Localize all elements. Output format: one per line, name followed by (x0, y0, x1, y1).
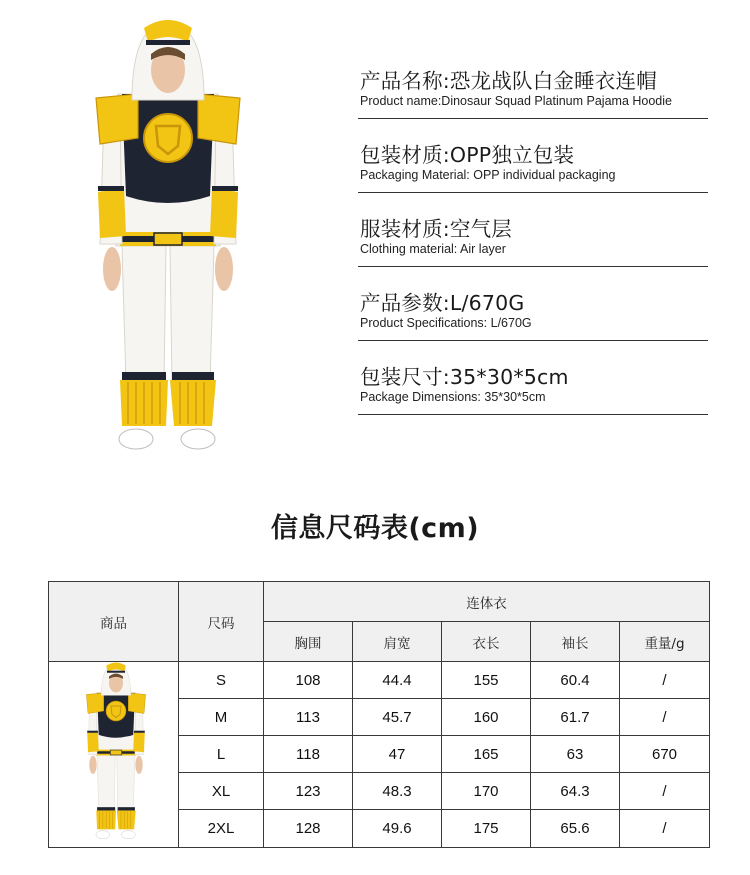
value-cell: 108 (264, 662, 353, 699)
value-cell: 65.6 (531, 810, 620, 848)
header-goods: 商品 (49, 582, 179, 662)
value-cell: 128 (264, 810, 353, 848)
value-cell: 47 (353, 736, 442, 773)
product-thumbnail-icon (76, 660, 156, 845)
spec-item-product-name (358, 60, 710, 134)
value-cell: 64.3 (531, 773, 620, 810)
value-cell: 165 (442, 736, 531, 773)
size-cell: S (179, 662, 264, 699)
value-cell: / (620, 810, 710, 848)
spec-label-en: Package Dimensions: 35*30*5cm (360, 390, 546, 404)
spec-item-material (358, 208, 710, 282)
value-cell: 44.4 (353, 662, 442, 699)
value-cell: 118 (264, 736, 353, 773)
divider (358, 192, 708, 193)
spec-label-en: Product Specifications: L/670G (360, 316, 532, 330)
header-col: 衣长 (442, 622, 531, 662)
value-cell: 48.3 (353, 773, 442, 810)
header-col: 袖长 (531, 622, 620, 662)
spec-label-en: Clothing material: Air layer (360, 242, 506, 256)
size-table-title: 信息尺码表(cm) (270, 513, 480, 544)
size-cell: M (179, 699, 264, 736)
spec-item-packaging (358, 134, 710, 208)
spec-list (358, 60, 710, 430)
product-figure-icon (88, 14, 248, 464)
spec-label-cn: 包装尺寸:35*30*5cm (360, 365, 569, 389)
value-cell: 113 (264, 699, 353, 736)
value-cell: 49.6 (353, 810, 442, 848)
spec-label-cn: 产品参数:L/670G (360, 291, 525, 315)
value-cell: 123 (264, 773, 353, 810)
value-cell: / (620, 699, 710, 736)
divider (358, 118, 708, 119)
value-cell: 60.4 (531, 662, 620, 699)
spec-label-cn: 产品名称:恐龙战队白金睡衣连帽 (360, 69, 657, 93)
header-col: 胸围 (264, 622, 353, 662)
value-cell: 45.7 (353, 699, 442, 736)
value-cell: 155 (442, 662, 531, 699)
spec-label-en: Product name:Dinosaur Squad Platinum Pajama Hoodie (360, 94, 672, 108)
value-cell: 160 (442, 699, 531, 736)
value-cell: / (620, 773, 710, 810)
header-col: 重量/g (620, 622, 710, 662)
divider (358, 340, 708, 341)
spec-item-dimensions (358, 356, 710, 430)
spec-label-cn: 服装材质:空气层 (360, 217, 513, 241)
divider (358, 266, 708, 267)
value-cell: 61.7 (531, 699, 620, 736)
size-cell: XL (179, 773, 264, 810)
value-cell: 670 (620, 736, 710, 773)
size-cell: L (179, 736, 264, 773)
divider (358, 414, 708, 415)
value-cell: / (620, 662, 710, 699)
header-col: 肩宽 (353, 622, 442, 662)
value-cell: 175 (442, 810, 531, 848)
spec-label-cn: 包装材质:OPP独立包装 (360, 143, 575, 167)
header-group: 连体衣 (264, 582, 710, 622)
header-size: 尺码 (179, 582, 264, 662)
size-cell: 2XL (179, 810, 264, 848)
value-cell: 170 (442, 773, 531, 810)
spec-item-specification (358, 282, 710, 356)
value-cell: 63 (531, 736, 620, 773)
spec-label-en: Packaging Material: OPP individual packaging (360, 168, 616, 182)
